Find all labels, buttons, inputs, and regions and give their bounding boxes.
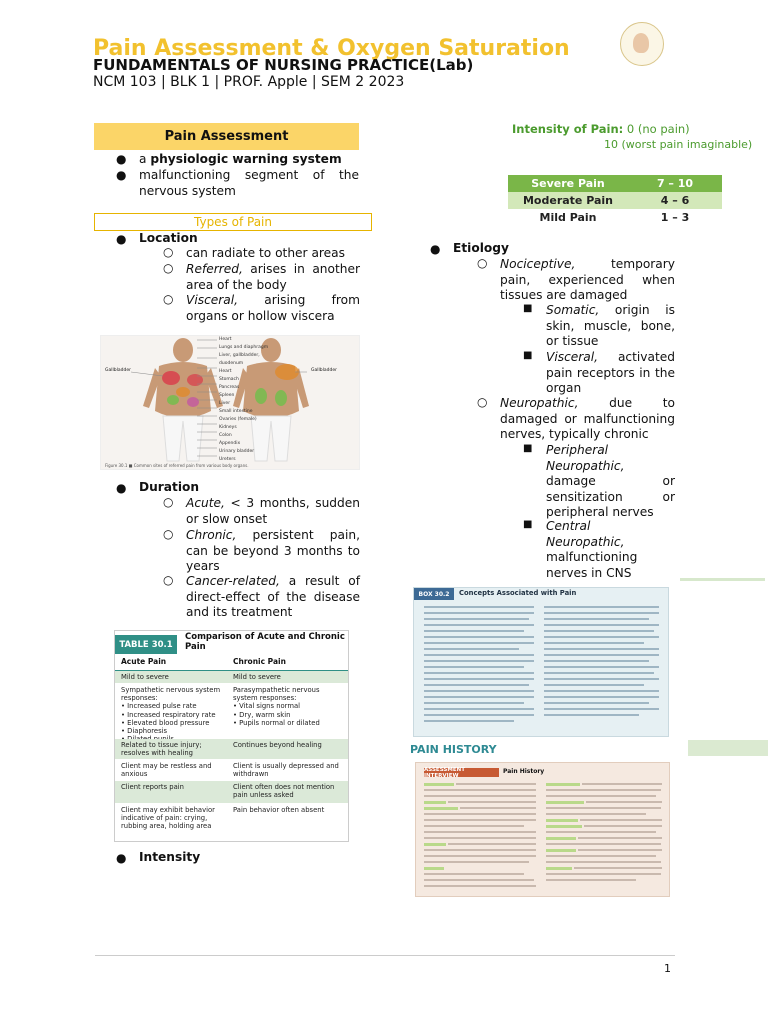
- peripheral-item: [546, 443, 675, 521]
- chronic-desc: persistent pain, can be beyond 3 months to years: [186, 528, 360, 573]
- bullet-icon: ●: [116, 851, 127, 865]
- duration-item-3: [186, 574, 360, 621]
- fig-label: Spleen: [219, 393, 235, 398]
- somatic-desc: origin is skin, muscle, bone, or tissue: [546, 303, 675, 348]
- course-meta: NCM 103 | BLK 1 | PROF. Apple | SEM 2 2023: [93, 74, 405, 90]
- circle-bullet-icon: ○: [477, 256, 488, 270]
- fig-label: Urinary bladder: [219, 449, 255, 454]
- bullet-icon: ●: [116, 481, 127, 495]
- scale-range: 1 – 3: [660, 211, 690, 224]
- circle-bullet-icon: ○: [477, 395, 488, 409]
- visceral-desc: arising from organs or hollow viscera: [186, 293, 360, 323]
- pain-history-heading: PAIN HISTORY: [410, 743, 497, 756]
- square-bullet-icon: ■: [523, 443, 533, 454]
- circle-bullet-icon: ○: [163, 261, 174, 275]
- table-tag: TABLE 30.1: [115, 635, 177, 654]
- acute-desc: < 3 months, sudden or slow onset: [186, 496, 360, 526]
- etiology-heading: Etiology: [453, 241, 509, 255]
- section-title: Pain Assessment: [94, 123, 359, 150]
- def1-prefix: a: [139, 152, 151, 166]
- chronic-term: Chronic,: [186, 528, 237, 542]
- fig-label: Small intestine: [219, 409, 253, 414]
- square-bullet-icon: ■: [523, 303, 533, 314]
- neuropathic-desc: due to damaged or malfunctioning nerves, typically chronic: [500, 396, 675, 441]
- def1-bold: physiologic warning system: [150, 152, 342, 166]
- circle-bullet-icon: ○: [163, 527, 174, 541]
- circle-bullet-icon: ○: [163, 573, 174, 587]
- fig-label: Stomach: [219, 377, 239, 382]
- location-heading: Location: [139, 231, 198, 245]
- duration-heading: Duration: [139, 480, 200, 494]
- table-cell: Client is usually depressed and withdrawn: [233, 762, 339, 779]
- table-row: [115, 804, 348, 839]
- acute-term: Acute,: [186, 496, 225, 510]
- nociceptive-term: Nociceptive,: [500, 257, 576, 271]
- fig-label: Ovaries (female): [219, 417, 257, 422]
- circle-bullet-icon: ○: [163, 245, 174, 259]
- table-cell: Parasympathetic nervous system responses: • Vital signs normal • Dry, warm skin • Pupils normal or dilated: [233, 686, 320, 727]
- table-cell: Related to tissue injury; resolves with healing: [121, 741, 202, 758]
- types-of-pain-heading: Types of Pain: [94, 213, 372, 231]
- fig-label: Pancreas: [219, 385, 240, 390]
- nociceptive-item: [500, 257, 675, 304]
- scale-label: Moderate Pain: [522, 194, 614, 207]
- table-cell: Client reports pain: [121, 783, 184, 791]
- course-title: FUNDAMENTALS OF NURSING PRACTICE(Lab): [93, 56, 474, 74]
- divider: [688, 740, 768, 756]
- cancer-desc: a result of direct-effect of the disease and its treatment: [186, 574, 360, 619]
- table-cell: Client often does not mention pain unless asked: [233, 783, 335, 800]
- square-bullet-icon: ■: [523, 350, 533, 361]
- figure-organ-labels: [219, 336, 279, 464]
- table-header: [115, 631, 348, 656]
- table-cell: Sympathetic nervous system responses: • Increased pulse rate • Increased respiratory rate • Elevated blood pressure • Diaphoresis: [121, 686, 221, 736]
- table-row: [115, 739, 348, 759]
- interview-tag: ASSESSMENT INTERVIEW: [424, 768, 499, 777]
- central-item: [546, 519, 646, 581]
- logo-icon: [620, 22, 664, 66]
- duration-item-2: [186, 528, 360, 575]
- table-row: [115, 684, 348, 738]
- nociceptive-desc: temporary pain, experienced when tissues are damaged: [500, 257, 675, 302]
- table-cell: Mild to severe: [233, 673, 281, 681]
- scale-label: Severe Pain: [531, 177, 605, 190]
- bullet-icon: ●: [116, 232, 127, 246]
- intensity-label: Intensity of Pain:: [512, 122, 624, 136]
- peripheral-term: Peripheral Neuropathic,: [546, 443, 625, 473]
- somatic-item: [546, 303, 675, 350]
- table-row: [115, 781, 348, 803]
- fig-label: Heart: [219, 369, 232, 374]
- fig-label: Liver, gallbladder, duodenum: [219, 353, 260, 366]
- table-cell: Mild to severe: [121, 673, 169, 681]
- scale-row-mild: [508, 209, 722, 226]
- location-item-3: [186, 293, 360, 324]
- table-col-acute: Acute Pain: [121, 657, 167, 666]
- table-col-chronic: Chronic Pain: [233, 657, 286, 666]
- fig-label: Liver: [219, 401, 231, 406]
- scale-label: Mild Pain: [539, 211, 597, 224]
- intensity-ten: 10 (worst pain imaginable): [604, 138, 753, 151]
- circle-bullet-icon: ○: [163, 495, 174, 509]
- scale-row-moderate: [508, 192, 722, 209]
- fig-label: Lungs and diaphragm: [219, 345, 269, 350]
- fig-label: Colon: [219, 433, 232, 438]
- divider: [680, 578, 765, 581]
- scale-row-severe: [508, 175, 722, 192]
- definition-1: [139, 152, 361, 168]
- fig-label: Ureters: [219, 457, 236, 462]
- table-row: [115, 760, 348, 780]
- referred-term: Referred,: [186, 262, 243, 276]
- cancer-term: Cancer-related,: [186, 574, 280, 588]
- neuropathic-item: [500, 396, 675, 443]
- neuropathic-term: Neuropathic,: [500, 396, 579, 410]
- circle-bullet-icon: ○: [163, 292, 174, 306]
- duration-item-1: [186, 496, 360, 527]
- scale-range: 4 – 6: [660, 194, 690, 207]
- acute-chronic-table: [114, 630, 349, 842]
- bullet-icon: ●: [430, 242, 441, 256]
- somatic-term: Somatic,: [546, 303, 600, 317]
- table-cell: Client may be restless and anxious: [121, 762, 212, 779]
- table-cell: Pain behavior often absent: [233, 806, 325, 814]
- assessment-interview-box: [415, 762, 670, 897]
- footer-divider: [95, 955, 675, 956]
- fig-label: Appendix: [219, 441, 241, 446]
- fig-label: Kidneys: [219, 425, 237, 430]
- box-caption: Concepts Associated with Pain: [459, 589, 577, 597]
- bullet-icon: ●: [116, 152, 127, 166]
- scale-range: 7 – 10: [656, 177, 694, 190]
- square-bullet-icon: ■: [523, 519, 533, 530]
- visceral-etiology-desc: activated pain receptors in the organ: [546, 350, 675, 395]
- concepts-box: [413, 587, 669, 737]
- central-desc: malfunctioning nerves in CNS: [546, 550, 638, 580]
- table-cell: Client may exhibit behavior indicative of pain: crying, rubbing area, holding area: [121, 806, 215, 831]
- intensity-of-pain-line: [512, 122, 690, 136]
- pain-scale-table: [508, 175, 722, 226]
- central-term: Central Neuropathic,: [546, 519, 625, 549]
- definition-2: malfunctioning segment of the nervous system: [139, 168, 359, 198]
- table-caption: Comparison of Acute and Chronic Pain: [185, 632, 345, 652]
- visceral-etiology-term: Visceral,: [546, 350, 599, 364]
- bullet-icon: ●: [116, 168, 127, 182]
- figure-caption: Figure 30.1 ■ Common sites of referred pain from various body organs.: [105, 463, 249, 468]
- document-title: Pain Assessment & Oxygen Saturation: [93, 36, 570, 61]
- location-item-2: [186, 262, 360, 293]
- referred-pain-figure: [100, 335, 360, 470]
- fig-label: Heart: [219, 337, 232, 342]
- visceral-term: Visceral,: [186, 293, 239, 307]
- referred-desc: arises in another area of the body: [186, 262, 360, 292]
- fig-label-gallbladder-front: Gallbladder: [105, 368, 131, 373]
- fig-label-gallbladder-back: Gallbladder: [311, 368, 337, 373]
- interview-caption: Pain History: [503, 768, 545, 775]
- intensity-heading: Intensity: [139, 850, 201, 864]
- intensity-zero: 0 (no pain): [623, 122, 690, 136]
- box-tag: BOX 30.2: [414, 588, 454, 600]
- location-item-1: can radiate to other areas: [186, 246, 345, 260]
- table-row: [115, 671, 348, 683]
- page-number: 1: [664, 962, 671, 975]
- visceral-item: [546, 350, 675, 397]
- table-cell: Continues beyond healing: [233, 741, 322, 749]
- peripheral-desc: damage or sensitization or peripheral nerves: [546, 474, 675, 519]
